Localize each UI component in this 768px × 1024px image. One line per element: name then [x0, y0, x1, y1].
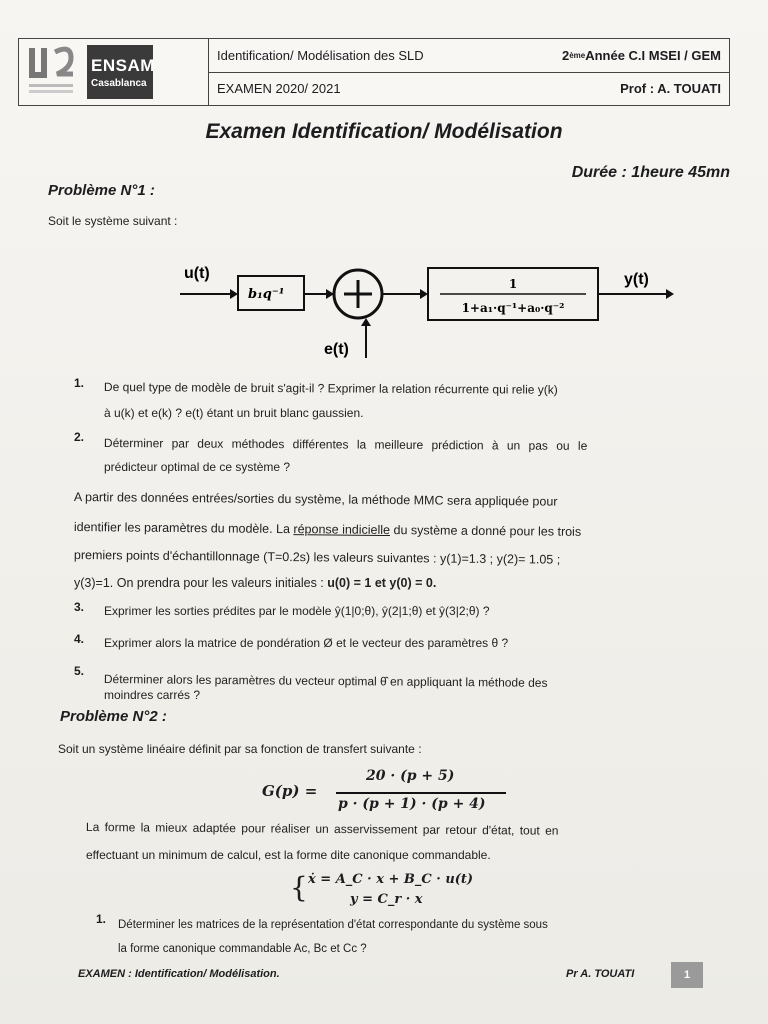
q1-line1: De quel type de modèle de bruit s'agit-il ? Exprimer la relation récurrente qui relie y(k)	[103, 379, 558, 397]
p2-q1-number: 1.	[96, 912, 107, 926]
q2-line2: prédicteur optimal de ce système ?	[104, 460, 291, 474]
exam-title: EXAMEN 2020/ 2021	[217, 81, 341, 97]
p2-q1-line2: la forme canonique commandable Ac, Bc et Cc ?	[118, 943, 367, 955]
gp-denominator: p · (p + 1) · (p + 4)	[338, 796, 486, 812]
p1-para-line2: identifier les paramètres du modèle. La réponse indicielle du système a donné pour les trois	[73, 519, 582, 539]
page-number: 1	[671, 962, 703, 988]
delay-block-label: b₁q⁻¹	[248, 287, 285, 302]
school-name: ENSAM	[91, 55, 155, 75]
indicial-response-term: réponse indicielle	[293, 522, 391, 538]
ensam-logo	[87, 45, 153, 99]
q2-number: 2.	[74, 430, 85, 444]
q3-text: Exprimer les sorties prédites par le modèle ŷ(1|0;θ), ŷ(2|1;θ) et ŷ(3|2;θ) ?	[104, 604, 490, 618]
gp-numerator: 20 · (p + 5)	[366, 768, 455, 784]
header-table	[18, 38, 730, 106]
problem1-intro: Soit le système suivant :	[48, 214, 178, 228]
q4-number: 4.	[74, 632, 85, 646]
q2-line1: Déterminer par deux méthodes différentes la meilleure prédiction à un pas ou le	[103, 435, 588, 453]
q1-number: 1.	[74, 376, 85, 390]
block-diagram	[176, 258, 676, 368]
header-right	[507, 39, 729, 105]
professor: Prof : A. TOUATI	[620, 81, 721, 97]
university-logo-icon	[27, 44, 81, 100]
tf-denominator: 1+a₁·q⁻¹+a₀·q⁻²	[461, 301, 565, 315]
system-brace: {	[290, 871, 308, 904]
p1-para-line4: y(3)=1. On prendra pour les valeurs initiales : u(0) = 1 et y(0) = 0.	[74, 576, 437, 590]
p2-q1-line1: Déterminer les matrices de la représentation d'état correspondante du système sous	[118, 919, 548, 931]
p1-para-line1: A partir des données entrées/sorties du système, la méthode MMC sera appliquée pour	[73, 489, 558, 509]
problem1-heading: Problème N°1 :	[48, 182, 155, 199]
q3-number: 3.	[74, 600, 85, 614]
diagram-noise-label: e(t)	[324, 341, 349, 358]
school-city: Casablanca	[91, 77, 147, 89]
header-logo-cell	[19, 39, 209, 105]
header-middle	[209, 39, 507, 105]
footer-author: Pr A. TOUATI	[566, 968, 635, 980]
diagram-output-label: y(t)	[624, 271, 649, 288]
q4-text: Exprimer alors la matrice de pondération Ø et le vecteur des paramètres θ ?	[104, 636, 509, 650]
transfer-function-equation	[262, 768, 522, 820]
state-equation: ẋ = A_C · x + B_C · u(t)	[308, 872, 474, 887]
course-title: Identification/ Modélisation des SLD	[209, 39, 507, 73]
problem2-intro: Soit un système linéaire définit par sa fonction de transfert suivante :	[58, 742, 422, 756]
q5-line1: Déterminer alors les paramètres du vecteur optimal θ̂ en appliquant la méthode des	[103, 671, 548, 690]
q1-line2: à u(k) et e(k) ? e(t) étant un bruit blanc gaussien.	[104, 406, 364, 420]
footer-left: EXAMEN : Identification/ Modélisation.	[78, 968, 280, 980]
problem2-heading: Problème N°2 :	[60, 708, 167, 725]
p2-para-line2: effectuant un minimum de calcul, est la forme dite canonique commandable.	[86, 848, 491, 862]
q5-line2: moindres carrés ?	[104, 688, 201, 702]
p2-para-line1: La forme la mieux adaptée pour réaliser un asservissement par retour d'état, tout en	[85, 819, 559, 838]
p1-para-line3: premiers points d'échantillonnage (T=0.2s) les valeurs suivantes : y(1)=1.3 ; y(2)= 1.05 ;	[73, 547, 561, 567]
gp-lhs: G(p) =	[262, 782, 318, 800]
q5-number: 5.	[74, 664, 85, 678]
gp-fraction-bar	[336, 792, 506, 794]
output-equation: y = C_r · x	[350, 892, 423, 907]
exam-duration: Durée : 1heure 45mn	[571, 164, 730, 181]
tf-numerator: 1	[508, 277, 518, 291]
page-title: Examen Identification/ Modélisation	[205, 120, 563, 143]
year-level: 2 ème Année C.I MSEI / GEM	[507, 39, 729, 73]
diagram-input-label: u(t)	[184, 265, 210, 282]
state-space-equations	[290, 870, 510, 914]
